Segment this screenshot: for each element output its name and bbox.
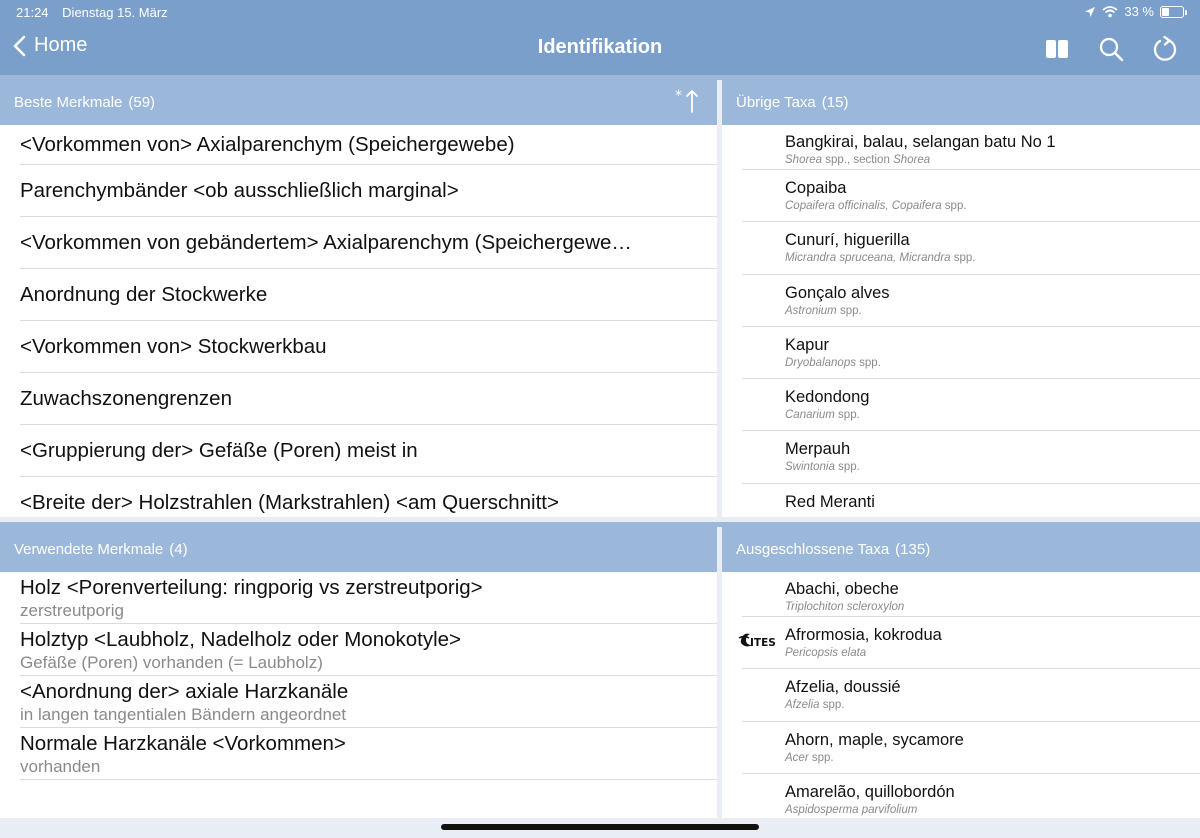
used-features-header [0, 527, 717, 572]
used-feature-row[interactable] [20, 728, 717, 780]
taxon-row[interactable] [742, 617, 1200, 669]
cites-logo-icon [738, 627, 778, 651]
taxon-row[interactable] [742, 275, 1200, 327]
battery-percent: 33 % [1124, 4, 1154, 19]
taxon-row[interactable] [742, 572, 1200, 617]
status-bar-right [1084, 4, 1184, 19]
taxon-latin: Astronium spp. [785, 304, 862, 317]
used-feature-value: Gefäße (Poren) vorhanden (= Laubholz) [20, 653, 323, 672]
feature-row[interactable]: Anordnung der Stockwerke [20, 269, 717, 321]
excluded-taxa-title: Ausgeschlossene Taxa [736, 541, 890, 558]
used-feature-value: vorhanden [20, 757, 101, 776]
svg-text:*: * [675, 88, 682, 104]
feature-row[interactable]: Zuwachszonengrenzen [20, 373, 717, 425]
taxon-latin: Pericopsis elata [785, 647, 867, 659]
taxon-name: Ahorn, maple, sycamore [785, 730, 964, 749]
taxon-row[interactable] [742, 722, 1200, 774]
best-features-count: (59) [128, 94, 156, 111]
taxon-name: Amarelão, quillobordón [785, 782, 955, 801]
taxon-row[interactable] [742, 774, 1200, 818]
taxon-latin: Copaifera officinalis, Copaifera spp. [785, 200, 967, 212]
feature-row[interactable]: <Gruppierung der> Gefäße (Poren) meist in [20, 425, 717, 477]
used-features-title: Verwendete Merkmale [14, 541, 164, 558]
taxon-row[interactable] [742, 431, 1200, 483]
taxon-name: Abachi, obeche [785, 580, 899, 598]
excluded-taxa-count: (135) [895, 541, 931, 558]
used-feature-value: zerstreutporig [20, 601, 124, 620]
taxon-row[interactable] [742, 669, 1200, 721]
excluded-taxa-header [722, 527, 1200, 572]
taxon-name: Merpauh [785, 440, 851, 459]
taxon-latin: Shorea spp., section Shorea [785, 154, 931, 166]
used-feature-title: Normale Harzkanäle <Vorkommen> [20, 732, 346, 755]
remaining-taxa-title: Übrige Taxa [736, 94, 816, 111]
used-feature-row[interactable] [20, 624, 717, 676]
battery-level [1162, 8, 1169, 16]
used-feature-title: Holz <Porenverteilung: ringporig vs zerstreutporig> [20, 576, 483, 599]
taxon-name: Copaiba [785, 179, 847, 197]
taxon-row[interactable] [742, 379, 1200, 431]
toolbar [1044, 36, 1178, 62]
taxon-latin: Dryobalanops spp. [785, 356, 881, 369]
status-bar-left [16, 5, 178, 20]
taxon-name: Red Meranti [785, 492, 875, 511]
taxon-row[interactable] [742, 125, 1200, 170]
used-features-list [0, 572, 717, 780]
remaining-taxa-panel [722, 80, 1200, 517]
battery-icon [1160, 6, 1184, 18]
taxon-row[interactable] [742, 327, 1200, 379]
reset-icon[interactable] [1152, 36, 1178, 62]
excluded-taxa-list [722, 572, 1200, 818]
page-title: Identifikation [537, 36, 663, 58]
taxon-name: Cunurí, higuerilla [785, 231, 910, 250]
taxon-name: Bangkirai, balau, selangan batu No 1 [785, 133, 1056, 151]
taxon-latin: Swintonia spp. [785, 461, 860, 474]
status-date: Dienstag 15. März [62, 5, 168, 20]
used-feature-title: <Anordnung der> axiale Harzkanäle [20, 680, 349, 703]
used-features-count: (4) [169, 541, 188, 558]
feature-row[interactable]: <Vorkommen von gebändertem> Axialparenchym (Speichergewe… [20, 217, 717, 269]
excluded-taxa-panel [722, 527, 1200, 818]
taxon-latin: Afzelia spp. [785, 699, 845, 712]
taxon-row[interactable] [742, 170, 1200, 222]
remaining-taxa-count: (15) [821, 94, 849, 111]
location-icon [1084, 6, 1096, 18]
best-features-header [0, 80, 717, 125]
taxon-name: Afzelia, doussié [785, 678, 901, 697]
sort-icon[interactable] [675, 88, 701, 114]
feature-row[interactable]: Parenchymbänder <ob ausschließlich marginal> [20, 165, 717, 217]
best-features-panel [0, 80, 717, 517]
svg-text:ITES: ITES [750, 637, 776, 649]
taxon-latin: Micrandra spruceana, Micrandra spp. [785, 252, 976, 265]
taxon-latin: Canarium spp. [785, 409, 860, 422]
top-bar [0, 0, 1200, 75]
taxon-latin: Aspidosperma parvifolium [785, 803, 918, 816]
taxon-name: Kedondong [785, 388, 870, 407]
remaining-taxa-list [722, 125, 1200, 517]
taxon-latin: Triplochiton scleroxylon [785, 601, 905, 613]
split-view-icon[interactable] [1044, 36, 1070, 62]
wifi-icon [1102, 6, 1118, 18]
taxon-name: Afrormosia, kokrodua [785, 626, 942, 644]
used-feature-value: in langen tangentialen Bändern angeordnet [20, 705, 347, 724]
taxon-name: Kapur [785, 335, 830, 354]
feature-row[interactable]: <Vorkommen von> Stockwerkbau [20, 321, 717, 373]
remaining-taxa-header [722, 80, 1200, 125]
used-feature-row[interactable] [20, 572, 717, 624]
used-feature-title: Holztyp <Laubholz, Nadelholz oder Monokotyle> [20, 628, 462, 651]
back-label: Home [34, 34, 88, 56]
taxon-name: Gonçalo alves [785, 283, 890, 302]
best-features-title: Beste Merkmale [14, 94, 123, 111]
home-indicator[interactable] [441, 824, 759, 830]
taxon-row[interactable] [742, 222, 1200, 274]
search-icon[interactable] [1098, 36, 1124, 62]
status-time: 21:24 [16, 5, 49, 20]
feature-row[interactable]: <Vorkommen von> Axialparenchym (Speichergewebe) [20, 125, 717, 165]
feature-row[interactable]: <Breite der> Holzstrahlen (Markstrahlen) <am Querschnitt> [20, 477, 717, 517]
taxon-latin: Acer spp. [785, 751, 834, 764]
used-feature-row[interactable] [20, 676, 717, 728]
best-features-list [0, 125, 717, 517]
used-features-panel [0, 527, 717, 818]
taxon-row[interactable] [742, 484, 1200, 517]
